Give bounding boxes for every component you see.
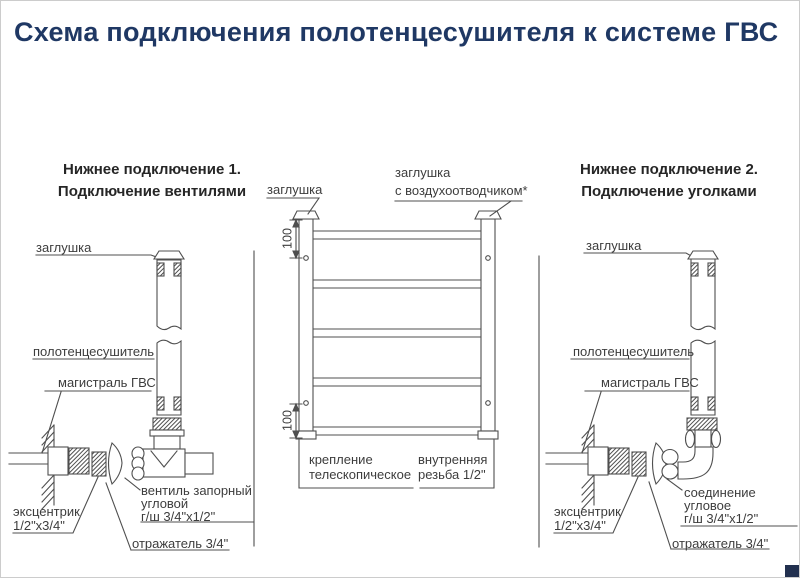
left-supply-pipe — [9, 453, 48, 464]
inner-thread-label: внутренняя резьба 1/2" — [418, 452, 488, 482]
left-cap-label: заглушка — [36, 240, 92, 255]
left-heading-line1: Нижнее подключение 1. — [63, 161, 241, 178]
left-riser-pipe — [154, 251, 184, 415]
left-towel-rail-label: полотенцесушитель — [33, 344, 155, 359]
dimension-bottom-label: 100 — [280, 410, 295, 431]
rail-cap-right — [475, 211, 501, 219]
right-supply-pipe — [546, 453, 588, 464]
right-cap-label: заглушка — [586, 238, 642, 253]
left-eccentric-label: эксцентрик 1/2"x3/4" — [13, 504, 80, 533]
left-reflector-label: отражатель 3/4" — [132, 536, 229, 551]
right-cap-plug — [688, 251, 718, 259]
rail-rungs — [313, 231, 481, 435]
right-riser-pipe — [688, 251, 718, 415]
right-heading-line2: Подключение уголками — [581, 183, 757, 200]
right-towel-rail-label: полотенцесушитель — [573, 344, 695, 359]
left-heading-line2: Подключение вентилями — [57, 183, 247, 200]
left-angle-valve — [132, 418, 213, 480]
right-reflector-label: отражатель 3/4" — [672, 536, 769, 551]
schematic-linework — [1, 1, 800, 578]
right-hws-main-label: магистраль ГВС — [601, 375, 699, 390]
left-hws-main-label: магистраль ГВС — [58, 375, 156, 390]
center-cap-label: заглушка — [267, 182, 323, 197]
right-elbow-label: соединение угловое г/ш 3/4"x1/2" — [684, 485, 759, 527]
page-title: Схема подключения полотенцесушителя к системе ГВС — [14, 17, 779, 47]
right-heading-line1: Нижнее подключение 2. — [580, 161, 758, 178]
right-eccentric-label: эксцентрик 1/2"x3/4" — [554, 504, 621, 533]
right-angle-union — [662, 418, 721, 479]
left-cap-plug — [154, 251, 184, 259]
left-valve-label: вентиль запорный угловой г/ш 3/4"x1/2" — [141, 483, 252, 525]
towel-rail-drawing — [267, 198, 522, 488]
right-eccentric-fitting — [609, 448, 629, 474]
corner-mark — [785, 565, 799, 577]
right-reflector — [653, 443, 667, 484]
left-eccentric-fitting — [69, 448, 89, 474]
rail-cap-left — [293, 211, 319, 219]
dimension-top-label: 100 — [280, 228, 295, 249]
air-vent-cap-label: заглушка с воздухоотводчиком* — [395, 165, 528, 198]
left-reflector — [109, 443, 123, 484]
mount-label: крепление телескопическое — [309, 452, 412, 482]
